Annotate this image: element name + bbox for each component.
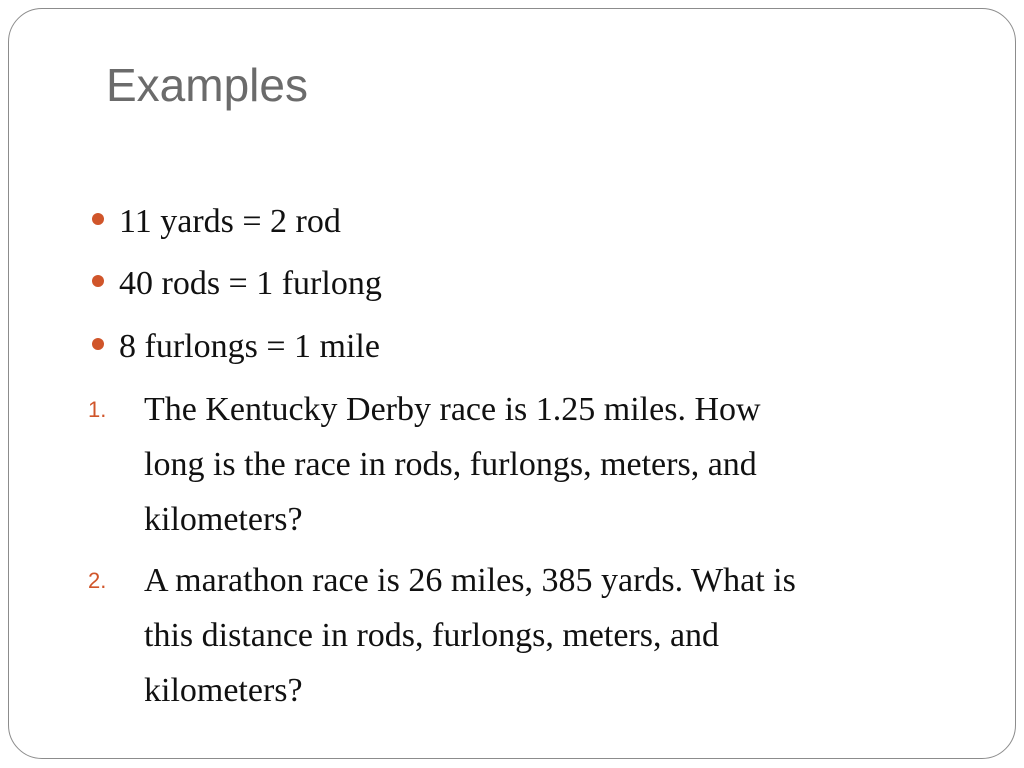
bullet-text: 11 yards = 2 rod bbox=[119, 203, 341, 240]
bullet-dot-icon bbox=[92, 275, 104, 287]
slide-title: Examples bbox=[106, 59, 308, 111]
bullet-text: 40 rods = 1 furlong bbox=[119, 265, 382, 302]
list-number: 2. bbox=[88, 568, 107, 593]
text-line: kilometers? bbox=[144, 672, 303, 709]
text-line: kilometers? bbox=[144, 501, 303, 538]
list-number: 1. bbox=[88, 397, 107, 422]
bullet-dot-icon bbox=[92, 213, 104, 225]
numbered-item-text bbox=[144, 553, 934, 718]
bullet-dot-icon bbox=[92, 338, 104, 350]
text-line: this distance in rods, furlongs, meters, and bbox=[144, 617, 720, 654]
numbered-item-text bbox=[144, 382, 934, 547]
text-line: The Kentucky Derby race is 1.25 miles. How bbox=[144, 391, 761, 428]
text-line: long is the race in rods, furlongs, meters, and bbox=[144, 446, 757, 483]
text-line: A marathon race is 26 miles, 385 yards. What is bbox=[144, 562, 796, 599]
bullet-text: 8 furlongs = 1 mile bbox=[119, 328, 380, 365]
